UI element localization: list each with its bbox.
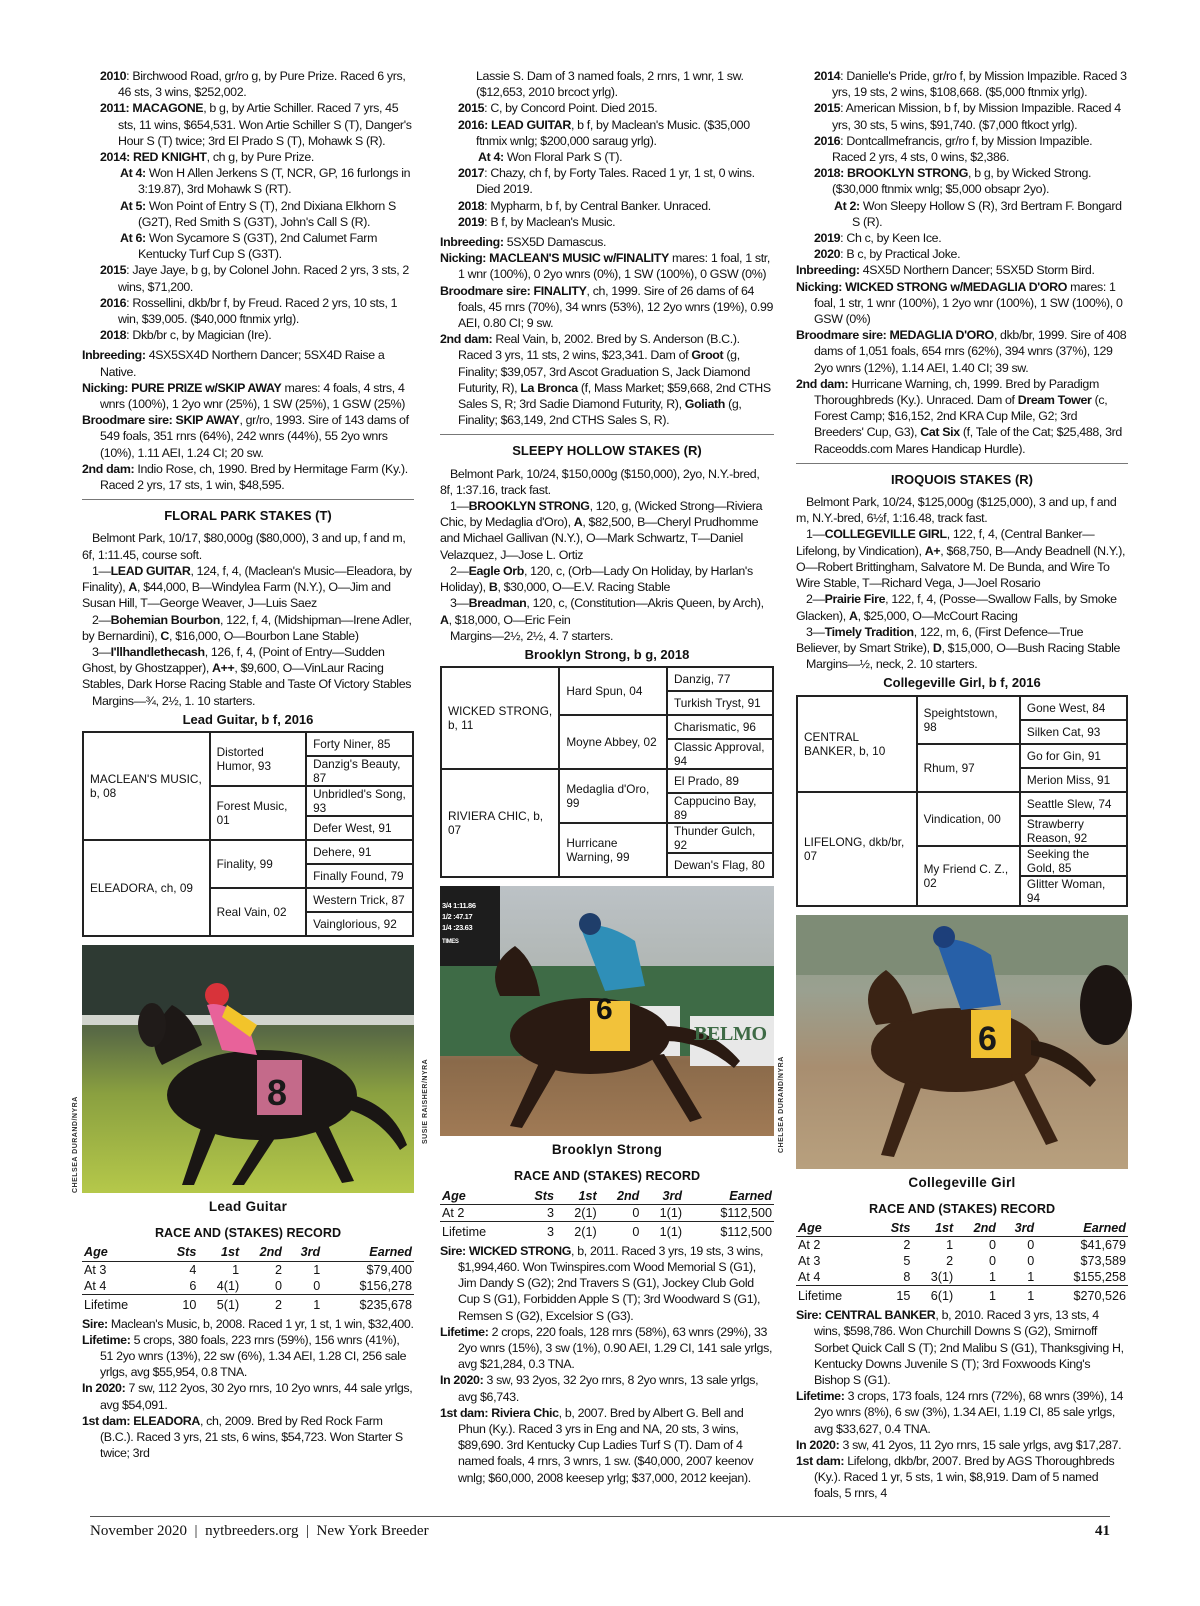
pedigree-ancestor: Thunder Gulch, 92 bbox=[667, 823, 773, 853]
age-record: At 4: Won Floral Park S (T). bbox=[478, 150, 623, 165]
second-dam: 2nd dam: Indio Rose, ch, 1990. Bred by Hermitage Farm (Ky.). Raced 2 yrs, 17 sts, 1 win, $48,595. bbox=[82, 461, 408, 493]
result-third: 3—Timely Tradition, 122, m, 6, (First Defence—True Believer, by Smart Strike), D, $15,000, O—Bush Racing Stable bbox=[796, 624, 1121, 655]
produce-entry: 2017: Chazy, ch f, by Forty Tales. Raced 1 yr, 1 st, 0 wins. Died 2019. bbox=[458, 166, 755, 197]
pedigree-dam: RIVIERA CHIC, b, 07 bbox=[441, 769, 559, 877]
sire-lifetime: Lifetime: 2 crops, 220 foals, 128 rnrs (58%), 63 wnrs (29%), 33 2yo wnrs (15%), 3 sw (1%), 0.90 AEI, 1.29 CI, 141 sale yrlgs, avg $21,284, 0.3 TNA. bbox=[440, 1324, 773, 1372]
col-header: 2nd bbox=[599, 1188, 642, 1205]
photo-caption: Brooklyn Strong bbox=[551, 1142, 663, 1158]
table-row-lifetime: Lifetime 10 5(1) 2 1 $235,678 bbox=[82, 1294, 414, 1313]
broodmare-sire: Broodmare sire: SKIP AWAY, gr/ro, 1993. Sire of 143 dams of 549 foals, 351 rnrs (64%), 242 wnrs (44%), 55 2yo wnrs (10%), 1.11 AEI, 1.24 CI; 20 sw. bbox=[82, 413, 409, 460]
pedigree-ancestor: Defer West, 91 bbox=[306, 816, 413, 840]
first-dam: 1st dam: Riviera Chic, b, 2007. Bred by Albert G. Bell and Phun (Ky.). Raced 3 yrs in Eng and NA, 20 sts, 3 wins, $89,690. 3rd Kentucky Cup Ladies Turf S (T). Dam of 4 named foals, 4 rnrs, 3 wnrs, 1 sw. ($40,000, 2007 keenov wnlg; $60,000, 2008 keesep yrlg; $37,000, 2012 keejan). bbox=[440, 1405, 754, 1485]
col-header: Sts bbox=[874, 1220, 912, 1237]
photo-credit: SUSIE RAISHER/NYRA bbox=[422, 1058, 429, 1144]
photo-caption: Lead Guitar bbox=[208, 1198, 288, 1214]
sire-info: Sire: CENTRAL BANKER, b, 2010. Raced 3 yrs, 13 sts, 4 wins, $598,786. Won Churchill Downs S (G2), Smirnoff Sorbet Quick Call S (T); 2nd Malibu S (G1), Thanksgiving H, Kentucky Downs Juvenile S (T); 3rd Foxwoods King's Bishop S (G1). bbox=[796, 1308, 1124, 1387]
column-1 bbox=[72, 68, 414, 1461]
record-title: RACE AND (STAKES) RECORD bbox=[513, 1169, 701, 1184]
pedigree-ancestor: Charismatic, 96 bbox=[667, 715, 773, 739]
continued-text: Lassie S. Dam of 3 named foals, 2 rnrs, 1 wnr, 1 sw. ($12,653, 2010 brcoct yrlg). bbox=[476, 69, 744, 100]
broodmare-sire: Broodmare sire: FINALITY, ch, 1999. Sire of 26 dams of 64 foals, 45 rnrs (70%), 34 wnrs (53%), 12 2yo wnrs (19%), 0.99 AEI, 0.80 CI; 9 sw. bbox=[440, 283, 774, 331]
table-row-lifetime: Lifetime 3 2(1) 0 1(1) $112,500 bbox=[440, 1221, 774, 1240]
nicking: Nicking: PURE PRIZE w/SKIP AWAY mares: 4 foals, 4 strs, 4 wnrs (100%), 1 2yo wnr (25%), 1 SW (25%), 1 GSW (25%) bbox=[82, 380, 406, 412]
pedigree-ancestor: Go for Gin, 91 bbox=[1020, 744, 1127, 768]
margins: Margins—2½, 2½, 4. 7 starters. bbox=[450, 628, 614, 643]
result-first: 1—COLLEGEVILLE GIRL, 122, f, 4, (Central Banker—Lifelong, by Vindication), A+, $68,750, B—Andy Beadnell (N.Y.), O—Robert Brittingham, Salvatore M. De Bunda, and Wire To Wire Stable, T—Richard Vega, J—Joel Rosario bbox=[796, 527, 1126, 591]
produce-entry: 2016: LEAD GUITAR, b f, by Maclean's Music. ($35,000 ftnmix wnlg; $200,000 saraug yrlg). bbox=[458, 117, 750, 148]
pedigree-ancestor: Turkish Tryst, 91 bbox=[667, 691, 773, 715]
tote-time: 3/4 1:11.86 bbox=[442, 901, 476, 911]
produce-entry: 2014: Danielle's Pride, gr/ro f, by Mission Impazible. Raced 3 yrs, 19 sts, 2 wins, $108,668. ($5,000 ftnmix yrlg). bbox=[814, 69, 1127, 100]
second-dam: 2nd dam: Real Vain, b, 2002. Bred by S. Anderson (B.C.). Raced 3 yrs, 11 sts, 2 wins, $23,341. Dam of Groot (g, Finality; $39,057, 3rd Ascot Graduation S, Jack Diamond Futurity, R), La Bronca (f, Mass Market; $59,668, 2nd CTHS Sales S, R; 3rd Sadie Diamond Futurity, R), Goliath (g, Finality; $63,149, 2nd CTHS Sales S, R). bbox=[440, 332, 771, 428]
produce-entry: 2018: Mypharm, b f, by Central Banker. Unraced. bbox=[458, 198, 711, 213]
first-dam: 1st dam: ELEADORA, ch, 2009. Bred by Red Rock Farm (B.C.). Raced 3 yrs, 21 sts, 6 wins, $54,723. Won Starter S twice; 3rd bbox=[82, 1413, 403, 1461]
pedigree-table bbox=[796, 695, 1128, 907]
horse-photo-illustration bbox=[82, 945, 414, 1193]
pedigree-sire: CENTRAL BANKER, b, 10 bbox=[797, 696, 917, 792]
result-first: 1—BROOKLYN STRONG, 120, g, (Wicked Strong—Riviera Chic, by Medaglia d'Oro), A, $82,500, B—Cheryl Prudhomme and Michael Gallivan (N.Y.), O—Mark Schwartz, T—Daniel Velazquez, J—Jose L. Ortiz bbox=[440, 499, 763, 562]
second-dam: 2nd dam: Hurricane Warning, ch, 1999. Bred by Paradigm Thoroughbreds (Ky.). Unraced. Dam of Dream Tower (c, Forest Camp; $16,152, 2nd KRA Cup Mile, G2; 3rd Breeders' Cup, G3), Cat Six (f, Tale of the Cat; $25,488, 3rd Raceodds.com Mares Handicap Hurdle). bbox=[796, 376, 1122, 456]
stakes-intro: Belmont Park, 10/24, $150,000g ($150,000), 2yo, N.Y.-bred, 8f, 1:37.16, track fast. bbox=[440, 466, 760, 497]
inbreeding: Inbreeding: 4SX5D Northern Dancer; 5SX5D Storm Bird. bbox=[796, 263, 1095, 278]
pedigree-dam: ELEADORA, ch, 09 bbox=[83, 840, 210, 936]
sire-2020: In 2020: 3 sw, 93 2yos, 32 2yo rnrs, 8 2yo wnrs, 13 sale yrlgs, avg $6,743. bbox=[440, 1373, 759, 1404]
result-second: 2—Prairie Fire, 122, f, 4, (Posse—Swallow Falls, by Smoke Glacken), A, $25,000, O—McCourt Racing bbox=[796, 592, 1117, 623]
col-header: Earned bbox=[684, 1188, 774, 1205]
stakes-title: SLEEPY HOLLOW STAKES (R) bbox=[512, 443, 702, 459]
sire-info: Sire: Maclean's Music, b, 2008. Raced 1 yr, 1 st, 1 win, $32,400. bbox=[82, 1316, 414, 1331]
column-2 bbox=[422, 68, 774, 1486]
table-row: At 3 4 1 2 1 $79,400 bbox=[84, 1262, 412, 1277]
stakes-title: IROQUOIS STAKES (R) bbox=[890, 471, 1034, 487]
col-header: 3rd bbox=[641, 1188, 684, 1205]
result-second: 2—Bohemian Bourbon, 122, f, 4, (Midshipman—Irene Adler, by Bernardini), C, $16,000, O—Bourbon Lane Stable) bbox=[82, 612, 412, 643]
footer-text: November 2020 | nytbreeders.org | New York Breeder bbox=[90, 1523, 429, 1539]
produce-entry: 2019: B f, by Maclean's Music. bbox=[458, 214, 616, 229]
produce-entry: 2016: Dontcallmefrancis, gr/ro f, by Mission Impazible. Raced 2 yrs, 4 sts, 0 wins, $2,386. bbox=[814, 133, 1093, 165]
produce-entry: 2020: B c, by Practical Joke. bbox=[814, 247, 961, 262]
pedigree-grandparent: Distorted Humor, 93 bbox=[210, 732, 306, 786]
col-header: Age bbox=[440, 1188, 518, 1205]
pedigree-grandparent: Rhum, 97 bbox=[917, 744, 1020, 792]
pedigree-ancestor: Classic Approval, 94 bbox=[667, 739, 773, 769]
stakes-intro: Belmont Park, 10/17, $80,000g ($80,000), 3 and up, f and m, 6f, 1:11.45, course soft. bbox=[82, 531, 406, 562]
race-record-table bbox=[796, 1220, 1128, 1304]
tote-board bbox=[442, 900, 498, 948]
table-row-lifetime: Lifetime 15 6(1) 1 1 $270,526 bbox=[796, 1286, 1128, 1305]
result-third: 3—I'llhandlethecash, 126, f, 4, (Point of Entry—Sudden Ghost, by Ghostzapper), A++, $9,600, O—VinLaur Racing Stables, Dark Horse Racing Stable and Taste Of Victory Stables bbox=[82, 644, 412, 692]
pedigree-ancestor: Finally Found, 79 bbox=[306, 864, 413, 888]
produce-entry: 2011: MACAGONE, b g, by Artie Schiller. Raced 7 yrs, 45 sts, 11 wins, $654,531. Won Artie Schiller S (T), Danger's Hour S (T) twice; 3rd El Prado S (T), Mohawk S (R). bbox=[100, 101, 412, 148]
pedigree-ancestor: Merion Miss, 91 bbox=[1020, 768, 1127, 792]
pedigree-title: Collegeville Girl, b f, 2016 bbox=[883, 675, 1041, 691]
pedigree-table bbox=[440, 666, 774, 878]
page-footer bbox=[90, 1516, 1110, 1540]
pedigree-title: Brooklyn Strong, b g, 2018 bbox=[524, 646, 690, 662]
stakes-title: FLORAL PARK STAKES (T) bbox=[164, 508, 332, 524]
inbreeding: Inbreeding: 4SX5SX4D Northern Dancer; 5SX4D Raise a Native. bbox=[82, 348, 385, 379]
table-row: At 4 8 3(1) 1 1 $155,258 bbox=[798, 1270, 1126, 1285]
produce-entry: 2019: Ch c, by Keen Ice. bbox=[814, 231, 942, 246]
inbreeding: Inbreeding: 5SX5D Damascus. bbox=[440, 235, 607, 250]
sire-lifetime: Lifetime: 5 crops, 380 foals, 223 rnrs (59%), 156 wnrs (41%), 51 2yo wnrs (13%), 22 sw (6%), 1.34 AEI, 1.28 CI, 256 sale yrlgs, avg $55,954, 0.8 TNA. bbox=[82, 1332, 407, 1380]
margins: Margins—¾, 2½, 1. 10 starters. bbox=[92, 693, 256, 708]
pedigree-ancestor: Cappucino Bay, 89 bbox=[667, 793, 773, 823]
photo-credit: CHELSEA DURAND/NYRA bbox=[72, 1096, 79, 1193]
table-row: At 2 2 1 0 0 $41,679 bbox=[798, 1238, 1126, 1253]
pedigree-grandparent: My Friend C. Z., 02 bbox=[917, 846, 1020, 906]
page-number: 41 bbox=[1095, 1523, 1110, 1539]
col-header: Earned bbox=[1036, 1220, 1128, 1237]
pedigree-grandparent: Finality, 99 bbox=[210, 840, 306, 888]
pedigree-ancestor: Dewan's Flag, 80 bbox=[667, 853, 773, 877]
age-record: At 6: Won Sycamore S (G3T), 2nd Calumet Farm Kentucky Turf Cup S (G3T). bbox=[120, 231, 378, 262]
race-record-table bbox=[82, 1244, 414, 1312]
pedigree-grandparent: Speightstown, 98 bbox=[917, 696, 1020, 744]
horse-photo-illustration bbox=[796, 915, 1128, 1169]
col-header: 1st bbox=[556, 1188, 599, 1205]
pedigree-table bbox=[82, 731, 414, 937]
pedigree-ancestor: Gone West, 84 bbox=[1020, 696, 1127, 720]
sire-2020: In 2020: 3 sw, 41 2yos, 11 2yo rnrs, 15 sale yrlgs, avg $17,287. bbox=[796, 1437, 1122, 1452]
pedigree-ancestor: Strawberry Reason, 92 bbox=[1020, 816, 1127, 846]
sire-2020: In 2020: 7 sw, 112 2yos, 30 2yo rnrs, 10 2yo wnrs, 44 sale yrlgs, avg $54,091. bbox=[82, 1381, 413, 1412]
table-row: At 3 5 2 0 0 $73,589 bbox=[798, 1254, 1126, 1269]
sire-lifetime: Lifetime: 3 crops, 173 foals, 124 rnrs (72%), 68 wnrs (39%), 14 2yo wnrs (8%), 6 sw (3%), 1.34 AEI, 1.19 CI, 85 sale yrlgs, avg $33,627, 0.4 TNA. bbox=[796, 1389, 1124, 1436]
pedigree-ancestor: Danzig, 77 bbox=[667, 667, 773, 691]
pedigree-grandparent: Real Vain, 02 bbox=[210, 888, 306, 936]
age-record: At 2: Won Sleepy Hollow S (R), 3rd Bertram F. Bongard S (R). bbox=[834, 198, 1122, 229]
pedigree-grandparent: Medaglia d'Oro, 99 bbox=[559, 769, 667, 823]
pedigree-grandparent: Hurricane Warning, 99 bbox=[559, 823, 667, 877]
race-record-table bbox=[440, 1188, 774, 1240]
photo-collegeville-girl bbox=[796, 915, 1128, 1169]
nicking: Nicking: MACLEAN'S MUSIC w/FINALITY mares: 1 foal, 1 str, 1 wnr (100%), 0 2yo wnrs (0%), 1 SW (100%), 0 GSW (0%) bbox=[440, 251, 770, 282]
tote-time: 1/4 :23.63 bbox=[442, 923, 473, 933]
pedigree-grandparent: Hard Spun, 04 bbox=[559, 667, 667, 715]
col-header: 1st bbox=[198, 1244, 241, 1261]
photo-caption: Collegeville Girl bbox=[908, 1174, 1016, 1190]
pedigree-ancestor: Dehere, 91 bbox=[306, 840, 413, 864]
photo-credit: CHELSEA DURAND/NYRA bbox=[778, 1056, 785, 1153]
pedigree-grandparent: Forest Music, 01 bbox=[210, 786, 306, 840]
age-record: At 4: Won H Allen Jerkens S (T, NCR, GP, 16 furlongs in 3:19.87), 3rd Mohawk S (RT). bbox=[120, 166, 411, 197]
stakes-intro: Belmont Park, 10/24, $125,000g ($125,000), 3 and up, f and m, N.Y.-bred, 6½f, 1:16.48, track fast. bbox=[796, 495, 1117, 526]
pedigree-grandparent: Vindication, 00 bbox=[917, 792, 1020, 846]
col-header: 3rd bbox=[998, 1220, 1036, 1237]
produce-entry: 2015: American Mission, b f, by Mission Impazible. Raced 4 yrs, 30 sts, 5 wins, $91,740. ($7,000 ftkoct yrlg). bbox=[814, 101, 1121, 132]
col-header: 2nd bbox=[955, 1220, 998, 1237]
pedigree-sire: MACLEAN'S MUSIC, b, 08 bbox=[83, 732, 210, 840]
pedigree-ancestor: Western Trick, 87 bbox=[306, 888, 413, 912]
pedigree-ancestor: Seattle Slew, 74 bbox=[1020, 792, 1127, 816]
saddle-cloth-number: 6 bbox=[596, 993, 613, 1027]
produce-entry: 2014: RED KNIGHT, ch g, by Pure Prize. bbox=[100, 150, 314, 165]
col-header: 1st bbox=[912, 1220, 955, 1237]
col-header: Age bbox=[82, 1244, 160, 1261]
pedigree-ancestor: Silken Cat, 93 bbox=[1020, 720, 1127, 744]
col-header: 2nd bbox=[241, 1244, 284, 1261]
record-title: RACE AND (STAKES) RECORD bbox=[154, 1226, 342, 1241]
photo-lead-guitar bbox=[72, 945, 414, 1193]
record-title: RACE AND (STAKES) RECORD bbox=[868, 1201, 1056, 1216]
broodmare-sire: Broodmare sire: MEDAGLIA D'ORO, dkb/br, 1999. Sire of 408 dams of 1,051 foals, 654 rnrs (62%), 394 wnrs (37%), 129 2yo wnrs (12%), 1.14 AEI, 1.40 CI; 39 sw. bbox=[796, 328, 1127, 375]
col-header: Earned bbox=[322, 1244, 414, 1261]
produce-entry: 2018: BROOKLYN STRONG, b g, by Wicked Strong. ($30,000 ftnmix wnlg; $5,000 obsapr 2yo). bbox=[814, 166, 1092, 197]
col-header: Sts bbox=[518, 1188, 556, 1205]
result-first: 1—LEAD GUITAR, 124, f, 4, (Maclean's Music—Eleadora, by Finality), A, $44,000, B—Windylea Farm (N.Y.), O—Jim and Susan Hill, T—George Weaver, J—Luis Saez bbox=[82, 563, 412, 611]
tote-label: TIMES bbox=[442, 939, 459, 946]
pedigree-ancestor: Unbridled's Song, 93 bbox=[306, 786, 413, 816]
pedigree-dam: LIFELONG, dkb/br, 07 bbox=[797, 792, 917, 906]
nicking: Nicking: WICKED STRONG w/MEDAGLIA D'ORO mares: 1 foal, 1 str, 1 wnr (100%), 1 2yo wnr (100%), 1 SW (100%), 0 GSW (0%) bbox=[796, 279, 1123, 327]
margins: Margins—½, neck, 2. 10 starters. bbox=[806, 657, 978, 672]
produce-entry: 2016: Rossellini, dkb/br f, by Freud. Raced 2 yrs, 10 sts, 1 win, $39,005. ($40,000 ftnmix yrlg). bbox=[100, 295, 398, 327]
sire-info: Sire: WICKED STRONG, b, 2011. Raced 3 yrs, 19 sts, 3 wins, $1,994,460. Won Twinspires.com Wood Memorial S (G1), Jim Dandy S (G2); 2nd Travers S (G1), Jockey Club Gold Cup S (G1), Forbidden Apple S (T); 3rd Woodward S (G1), Remsen S (G2), Excelsior S (G3). bbox=[440, 1243, 764, 1323]
produce-entry: 2010: Birchwood Road, gr/ro g, by Pure Prize. Raced 6 yrs, 46 sts, 3 wins, $252,002. bbox=[100, 69, 406, 100]
svg-text:8: 8 bbox=[267, 1071, 287, 1113]
pedigree-ancestor: Danzig's Beauty, 87 bbox=[306, 756, 413, 786]
svg-text:6: 6 bbox=[978, 1019, 997, 1058]
first-dam: 1st dam: Lifelong, dkb/br, 2007. Bred by AGS Thoroughbreds (Ky.). Raced 1 yr, 5 sts, 1 win, $8,919. Dam of 5 named foals, 5 rnrs, 4 bbox=[796, 1453, 1115, 1501]
col-header: 3rd bbox=[284, 1244, 322, 1261]
table-row: At 4 6 4(1) 0 0 $156,278 bbox=[84, 1278, 412, 1293]
pedigree-ancestor: Seeking the Gold, 85 bbox=[1020, 846, 1127, 876]
result-second: 2—Eagle Orb, 120, c, (Orb—Lady On Holiday, by Harlan's Holiday), B, $30,000, O—E.V. Racing Stable bbox=[440, 563, 753, 595]
pedigree-ancestor: Vainglorious, 92 bbox=[306, 912, 413, 936]
pedigree-sire: WICKED STRONG, b, 11 bbox=[441, 667, 559, 769]
age-record: At 5: Won Point of Entry S (T), 2nd Dixiana Elkhorn S (G2T), Red Smith S (G3T), John's Call S (R). bbox=[120, 198, 396, 229]
pedigree-title: Lead Guitar, b f, 2016 bbox=[182, 711, 314, 727]
produce-entry: 2018: Dkb/br c, by Magician (Ire). bbox=[100, 328, 272, 343]
tote-time: 1/2 :47.17 bbox=[442, 912, 473, 922]
column-3 bbox=[778, 68, 1128, 1502]
pedigree-ancestor: Glitter Woman, 94 bbox=[1020, 876, 1127, 906]
col-header: Sts bbox=[160, 1244, 198, 1261]
produce-entry: 2015: Jaye Jaye, b g, by Colonel John. Raced 2 yrs, 3 sts, 2 wins, $71,200. bbox=[100, 263, 409, 294]
pedigree-grandparent: Moyne Abbey, 02 bbox=[559, 715, 667, 769]
belmont-sign: BELMO bbox=[694, 1023, 767, 1046]
pedigree-ancestor: Forty Niner, 85 bbox=[306, 732, 413, 756]
produce-entry: 2015: C, by Concord Point. Died 2015. bbox=[458, 101, 658, 116]
pedigree-ancestor: El Prado, 89 bbox=[667, 769, 773, 793]
table-row: At 2 3 2(1) 0 1(1) $112,500 bbox=[442, 1205, 772, 1220]
photo-brooklyn-strong bbox=[440, 886, 774, 1136]
result-third: 3—Breadman, 120, c, (Constitution—Akris Queen, by Arch), A, $18,000, O—Eric Fein bbox=[440, 596, 764, 627]
col-header: Age bbox=[796, 1220, 874, 1237]
